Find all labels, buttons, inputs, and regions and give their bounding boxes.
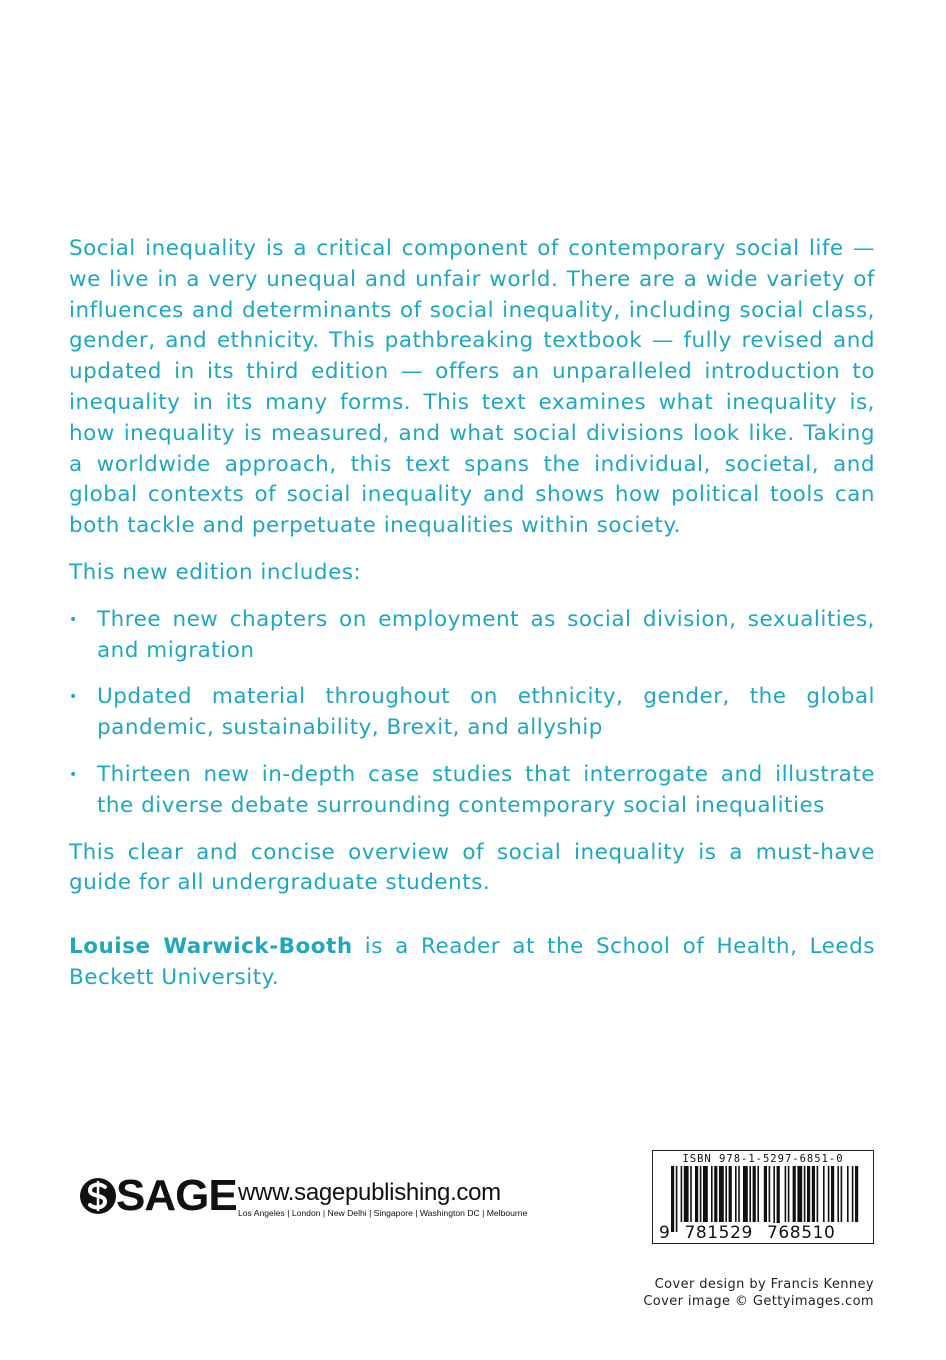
publisher-cities: Los Angeles | London | New Delhi | Singapore | Washington DC | Melbourne [238,1208,528,1218]
barcode-bar [714,1166,717,1222]
feature-list [69,605,875,822]
barcode-bar [690,1166,692,1222]
barcode-bar [711,1166,713,1222]
barcode-bar [738,1166,740,1222]
barcode-bar [855,1166,858,1222]
barcode-digits-right: 768510 [766,1223,836,1243]
list-item: • Updated material throughout on ethnicity, gender, the global pandemic, sustainability, Brexit, and allyship [69,682,875,744]
closing-paragraph: This clear and concise overview of social inequality is a must-have guide for all undergraduate students. [69,839,875,896]
barcode-bar [788,1166,790,1222]
back-cover-blurb [69,234,875,994]
author-name: Louise Warwick-Booth [69,934,353,960]
intro-paragraph: Social inequality is a critical component of contemporary social life — we live in a very unequal and unfair world. There are a wide variety of influences and determinants of social inequality, including social class, gender, and ethnicity. This pathbreaking textbook — fully revised and updated in its third edition — offers an unparalleled introduction to inequality in its many forms. This text examines what inequality is, how inequality is measured, and what social divisions look like. Taking a worldwide approach, this text spans the individual, societal, and global contexts of social inequality and shows how political tools can both tackle and perpetuate inequalities within society. [69,236,875,539]
publisher-url: www.sagepublishing.com [238,1179,501,1206]
barcode-bar [703,1166,708,1222]
publisher-logo [78,1171,548,1225]
barcode-bar [812,1166,815,1222]
barcode-bar [749,1166,751,1222]
barcode-bar [841,1166,843,1222]
barcode-bar [764,1166,767,1222]
barcode-bar [797,1166,802,1222]
cover-credits [643,1276,874,1310]
barcode-digit-lead: 9 [659,1223,671,1243]
barcode-bar [769,1166,771,1222]
barcode-bar [837,1166,839,1222]
barcode-bar [729,1166,732,1222]
barcode-bar [852,1166,854,1222]
barcode-bar [817,1166,819,1222]
barcode-bar [719,1166,724,1222]
barcode-bar [700,1166,702,1222]
barcode-bar [785,1166,787,1222]
sage-s-icon [78,1175,118,1217]
barcode-bar [757,1166,759,1222]
barcode-bar [847,1166,849,1222]
barcode-bar [684,1166,689,1222]
barcode-bar [807,1166,810,1222]
barcode-digits [659,1223,869,1243]
barcode-bar [828,1166,830,1222]
barcode-bar [743,1166,748,1222]
barcode-bar [695,1166,698,1222]
barcode-bar [753,1166,756,1222]
isbn-barcode [652,1150,874,1244]
cover-design-credit: Cover design by Francis Kenney [654,1277,874,1292]
barcode-bar [725,1166,727,1222]
barcode-digits-left: 781529 [684,1223,753,1243]
barcode-bar [804,1166,806,1222]
barcode-bar [735,1166,737,1222]
author-bio [69,932,875,994]
barcode-bar [823,1166,825,1222]
cover-image-credit: Cover image © Gettyimages.com [643,1294,874,1309]
list-item: • Thirteen new in-depth case studies that interrogate and illustrate the diverse debate surrounding contemporary social inequalities [69,760,875,822]
author-bio-text: is a Reader at the School of Health, Leeds Beckett University. [69,934,875,990]
includes-heading: This new edition includes: [69,559,362,585]
barcode-bar [793,1166,796,1222]
barcode-bar [831,1166,834,1222]
barcode-bar [681,1166,683,1222]
logo-wordmark: SAGE [116,1171,237,1220]
list-item: • Three new chapters on employment as social division, sexualities, and migration [69,605,875,667]
isbn-label: ISBN 978-1-5297-6851-0 [682,1153,844,1165]
